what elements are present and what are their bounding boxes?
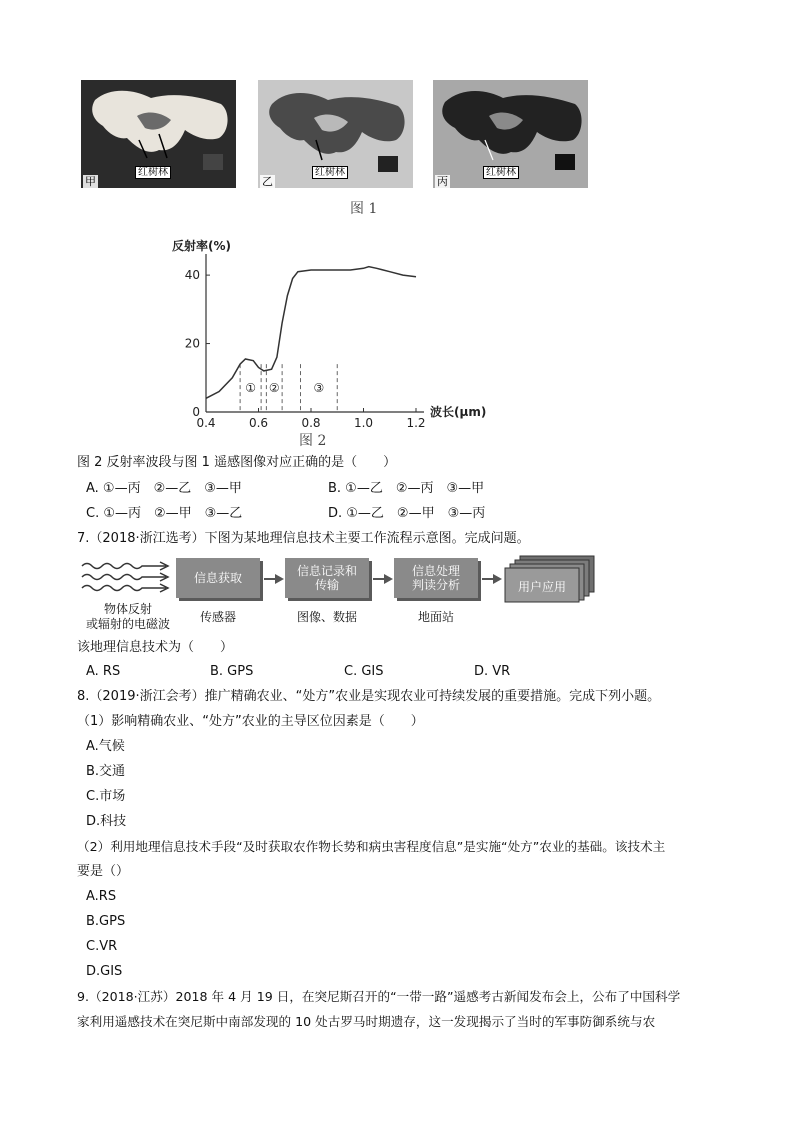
band-label: ② xyxy=(268,381,280,396)
y-tick-label: 20 xyxy=(184,336,200,351)
panel-label: 乙 xyxy=(262,175,273,188)
figure-1-caption: 图 1 xyxy=(350,201,378,217)
x-axis-label: 波长(μm) xyxy=(430,405,487,419)
y-tick-label: 0 xyxy=(192,405,200,419)
box-process-analyze xyxy=(394,558,478,598)
band-label: ③ xyxy=(313,381,325,396)
box2-line2: 传输 xyxy=(314,578,339,592)
workflow-diagram xyxy=(80,556,600,636)
q8-sub2-option-d[interactable]: D.GIS xyxy=(86,964,123,979)
em-wave-icon xyxy=(80,560,170,594)
q6-option-a[interactable]: A. ①—丙 ②—乙 ③—甲 xyxy=(86,481,242,496)
x-tick-label: 0.8 xyxy=(301,416,321,428)
q7-stem: 7.（2018·浙江选考）下图为某地理信息技术主要工作流程示意图。完成问题。 xyxy=(77,531,530,546)
q8-sub1-option-c[interactable]: C.市场 xyxy=(86,789,126,804)
box-user-application: 用户应用 xyxy=(517,579,566,594)
q8-sub2-option-b[interactable]: B.GPS xyxy=(86,914,126,929)
label-sensor: 传感器 xyxy=(199,610,236,624)
q8-sub2-option-a[interactable]: A.RS xyxy=(86,889,117,904)
panel-label: 甲 xyxy=(85,175,96,188)
satellite-image-jia xyxy=(81,80,236,188)
box3-line2: 判读分析 xyxy=(411,578,460,592)
x-tick-label: 1.2 xyxy=(406,416,426,428)
q9-line1: 9.（2018·江苏）2018 年 4 月 19 日，在突尼斯召开的“一带一路”遥感考古新闻发布会上，公布了中国科学 xyxy=(77,989,681,1004)
em-wave-label xyxy=(80,602,176,632)
q8-stem: 8.（2019·浙江会考）推广精确农业、“处方”农业是实现农业可持续发展的重要措施。完成下列小题。 xyxy=(77,689,661,704)
q8-sub1-stem: （1）影响精确农业、“处方”农业的主导区位因素是（ ） xyxy=(77,714,424,729)
x-tick-label: 0.6 xyxy=(248,416,269,428)
q6-option-d[interactable]: D. ①—乙 ②—甲 ③—丙 xyxy=(328,506,486,521)
chart-title: 反射率(%) xyxy=(172,239,231,253)
x-tick-label: 1.0 xyxy=(353,416,374,428)
satellite-image-yi xyxy=(258,80,413,188)
band-label: ① xyxy=(245,381,257,396)
mangrove-tag: 红树林 xyxy=(312,166,348,179)
q8-sub1-option-a[interactable]: A.气候 xyxy=(86,739,125,754)
mangrove-tag: 红树林 xyxy=(135,166,171,179)
arrow-icon xyxy=(482,578,500,580)
box-record-transmit xyxy=(285,558,369,598)
figure-2-caption: 图 2 xyxy=(299,433,327,449)
q7-option-d[interactable]: D. VR xyxy=(474,664,511,679)
q8-sub2-stem-line1: （2）利用地理信息技术手段“及时获取农作物长势和病虫害程度信息”是实施“处方”农业的基础。该技术主 xyxy=(77,839,666,854)
q9-line2: 家利用遥感技术在突尼斯中南部发现的 10 处古罗马时期遗存，这一发现揭示了当时的军事防御系统与农 xyxy=(77,1014,656,1029)
q8-sub2-option-c[interactable]: C.VR xyxy=(86,939,118,954)
q8-sub1-option-b[interactable]: B.交通 xyxy=(86,764,126,779)
q7-option-b[interactable]: B. GPS xyxy=(210,664,254,679)
box3-line1: 信息处理 xyxy=(411,564,460,578)
box2-line1: 信息记录和 xyxy=(296,564,357,578)
em-wave-label-line2: 或辐射的电磁波 xyxy=(85,617,170,631)
arrow-icon xyxy=(264,578,282,580)
q7-question: 该地理信息技术为（ ） xyxy=(77,640,234,655)
q7-option-a[interactable]: A. RS xyxy=(86,664,121,679)
label-image-data: 图像、数据 xyxy=(296,610,357,624)
q6-option-c[interactable]: C. ①—丙 ②—甲 ③—乙 xyxy=(86,506,243,521)
reflectance-chart xyxy=(168,236,508,428)
y-tick-label: 40 xyxy=(184,268,200,283)
mangrove-tag: 红树林 xyxy=(483,166,519,179)
satellite-image-bing xyxy=(433,80,588,188)
q6-stem: 图 2 反射率波段与图 1 遥感图像对应正确的是（ ） xyxy=(77,455,397,470)
q8-sub1-option-d[interactable]: D.科技 xyxy=(86,814,127,829)
label-ground-station: 地面站 xyxy=(417,610,454,624)
panel-label: 丙 xyxy=(437,175,448,188)
em-wave-label-line1: 物体反射 xyxy=(103,602,152,616)
x-tick-label: 0.4 xyxy=(196,416,216,428)
box-info-acquisition: 信息获取 xyxy=(176,558,260,598)
arrow-icon xyxy=(373,578,391,580)
q7-option-c[interactable]: C. GIS xyxy=(344,664,384,679)
reflectance-curve xyxy=(206,267,416,399)
q8-sub2-stem-line2: 要是（） xyxy=(77,864,130,879)
q6-option-b[interactable]: B. ①—乙 ②—丙 ③—甲 xyxy=(328,481,485,496)
